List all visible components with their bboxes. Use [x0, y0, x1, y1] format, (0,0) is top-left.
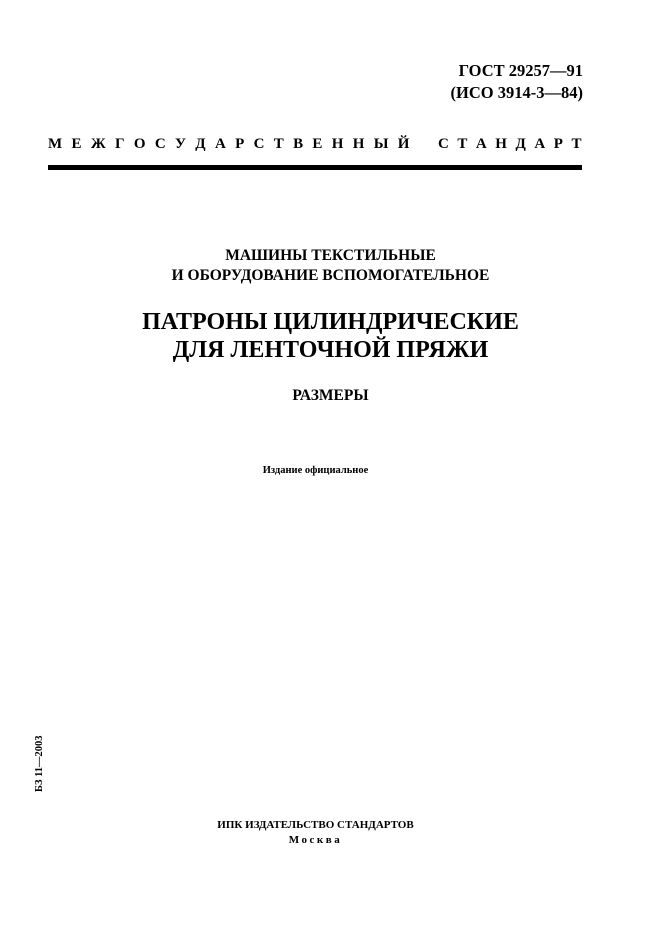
side-print-code: БЗ 11—2003	[34, 735, 45, 792]
interstate-word	[48, 136, 410, 153]
standard-designation	[451, 60, 583, 104]
heading-letter: Р	[235, 136, 245, 152]
heading-letter: Н	[495, 136, 508, 152]
interstate-standard-heading	[48, 136, 582, 153]
publisher-block	[0, 818, 631, 848]
heading-letter: Ж	[90, 136, 107, 152]
heading-letter: О	[133, 136, 146, 152]
publisher-city: Москва	[288, 834, 343, 846]
main-title	[0, 308, 661, 364]
main-title-line-2: ДЛЯ ЛЕНТОЧНОЙ ПРЯЖИ	[172, 337, 489, 363]
heading-letter: У	[174, 136, 187, 152]
heading-letter: С	[438, 136, 450, 152]
heading-rule	[48, 165, 582, 170]
heading-letter: А	[475, 136, 488, 152]
category-line-1: МАШИНЫ ТЕКСТИЛЬНЫЕ	[225, 247, 436, 264]
heading-letter: Д	[195, 136, 207, 152]
heading-letter: С	[154, 136, 167, 152]
heading-letter: Ы	[373, 136, 389, 152]
heading-letter: Н	[331, 136, 344, 152]
standard-number: ГОСТ 29257—91	[458, 61, 583, 80]
heading-letter: Е	[312, 136, 323, 152]
category-line-2: И ОБОРУДОВАНИЕ ВСПОМОГАТЕЛЬНОЕ	[171, 267, 490, 284]
heading-letter: А	[534, 136, 546, 152]
subtitle: РАЗМЕРЫ	[292, 387, 369, 404]
heading-letter: Г	[114, 136, 126, 152]
heading-letter: Н	[352, 136, 365, 152]
heading-letter: В	[293, 136, 304, 152]
heading-letter: Т	[457, 136, 468, 152]
publisher-name: ИПК ИЗДАТЕЛЬСТВО СТАНДАРТОВ	[217, 819, 414, 831]
main-title-line-1: ПАТРОНЫ ЦИЛИНДРИЧЕСКИЕ	[142, 309, 519, 335]
iso-equivalent: (ИСО 3914-3—84)	[450, 83, 583, 102]
heading-letter: Й	[397, 136, 410, 152]
category-title	[0, 246, 661, 286]
heading-letter: Е	[71, 136, 82, 152]
heading-letter: А	[214, 136, 227, 152]
heading-letter: М	[48, 136, 63, 152]
heading-letter: Р	[553, 136, 564, 152]
heading-letter: Т	[273, 136, 285, 152]
official-edition-label: Издание официальное	[262, 465, 369, 476]
heading-letter: С	[253, 136, 265, 152]
heading-letter: Т	[571, 136, 582, 152]
heading-letter: Д	[515, 136, 527, 152]
standard-word	[438, 136, 582, 153]
